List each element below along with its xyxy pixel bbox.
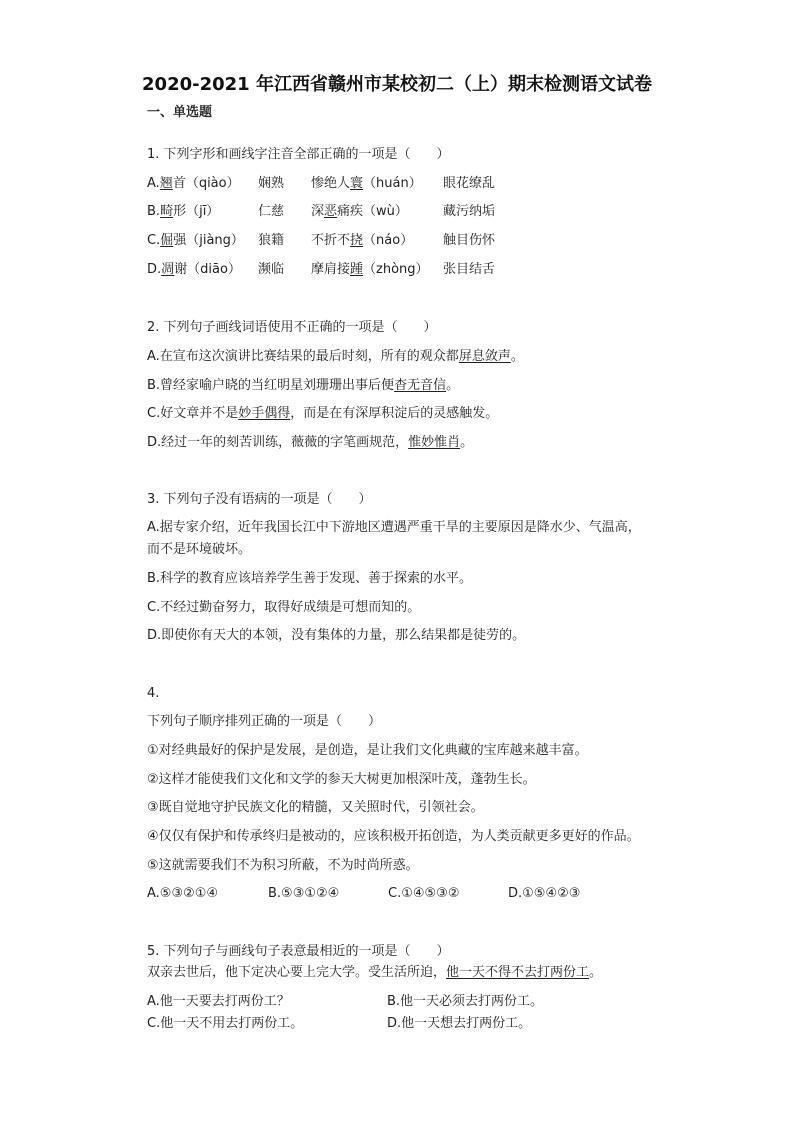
q4-number: 4. xyxy=(147,686,160,701)
q1-option-a-word-4: 眼花缭乱 xyxy=(443,176,496,191)
q4-sentence-5: ⑤这就需要我们不为积习所蔽，不为时尚所惑。 xyxy=(147,858,419,873)
q1-underlined-char: 寰 xyxy=(350,176,364,191)
q4-option-d: D.①⑤④②③ xyxy=(508,886,581,901)
q5-context xyxy=(147,965,602,981)
q1-option-c-word-4: 触目伤怀 xyxy=(443,233,496,248)
q1-option-a-word-2: 娴熟 xyxy=(258,176,285,191)
q2-d-text: D.经过一年的刻苦训练，薇薇的字笔画规范， xyxy=(147,435,409,450)
q4-sentence-3: ③既自觉地守护民族文化的精髓，又关照时代，引领社会。 xyxy=(147,800,484,815)
q4-sentence-2: ②这样才能使我们文化和文学的参天大树更加根深叶茂，蓬勃生长。 xyxy=(147,772,536,787)
q1-word-rest: 形（jī） xyxy=(173,204,220,219)
q1-word-start: 不折不 xyxy=(311,233,351,248)
q4-sentence-4: ④仅仅有保护和传承终归是被动的，应该积极开拓创造，为人类贡献更多更好的作品。 xyxy=(147,829,640,844)
q5-context-text: 双亲去世后，他下定决心要上完大学。受生活所迫， xyxy=(147,965,447,980)
q1-option-letter: A. xyxy=(147,176,160,191)
q1-option-c-word-3 xyxy=(311,233,413,249)
q3-option-d: D.即使你有天大的本领，没有集体的力量，那么结果都是徒劳的。 xyxy=(147,628,526,643)
q3-option-b: B.科学的教育应该培养学生善于发现、善于探索的水平。 xyxy=(147,571,473,586)
q5-option-b: B.他一天必须去打两份工。 xyxy=(387,994,544,1009)
q3-option-a-line1: A.据专家介绍，近年我国长江中下游地区遭遇严重干旱的主要原因是降水少、气温高， xyxy=(147,520,641,535)
q1-option-d-word-1 xyxy=(147,262,241,278)
q1-stem: 1. 下列字形和画线字注音全部正确的一项是（ ） xyxy=(147,147,450,162)
q1-option-a-word-3 xyxy=(311,176,422,192)
q1-option-letter: D. xyxy=(147,262,162,277)
q2-b-end: 。 xyxy=(446,378,460,393)
q1-word-rest: 强（jiàng） xyxy=(173,233,244,248)
q2-a-text: A.在宣布这次演讲比赛结果的最后时刻，所有的观众都 xyxy=(147,349,459,364)
q1-option-b-word-3 xyxy=(311,204,408,220)
q1-option-letter: C. xyxy=(147,233,161,248)
q2-b-underlined: 杳无音信 xyxy=(394,378,447,393)
q1-underlined-char: 翘 xyxy=(159,176,173,191)
q2-d-end: 。 xyxy=(460,435,474,450)
q2-stem: 2. 下列句子画线词语使用不正确的一项是（ ） xyxy=(147,320,437,335)
q2-a-end: 。 xyxy=(510,349,524,364)
q1-word-start: 摩肩接 xyxy=(311,262,351,277)
q1-word-start: 惨绝人 xyxy=(311,176,351,191)
q1-underlined-char: 凋 xyxy=(161,262,175,277)
q1-underlined-char: 倔 xyxy=(160,233,174,248)
q4-option-a: A.⑤③②①④ xyxy=(147,886,219,901)
q1-underlined-char: 踵 xyxy=(350,262,364,277)
q2-c-text: C.好文章并不是 xyxy=(147,406,239,421)
q1-option-d-word-3 xyxy=(311,262,429,278)
q5-context-end: 。 xyxy=(589,965,603,980)
q5-option-c: C.他一天不用去打两份工。 xyxy=(147,1016,304,1031)
q1-word-rest: 谢（diāo） xyxy=(174,262,241,277)
q1-word-start: 深 xyxy=(311,204,325,219)
q1-option-b-word-2: 仁慈 xyxy=(258,204,285,219)
q3-stem: 3. 下列句子没有语病的一项是（ ） xyxy=(147,492,372,507)
q1-underlined-char: 畸 xyxy=(160,204,174,219)
q1-word-rest: 痛疾（wù） xyxy=(337,204,408,219)
q2-d-underlined: 惟妙惟肖 xyxy=(408,435,461,450)
page-title: 2020-2021 年江西省赣州市某校初二（上）期末检测语文试卷 xyxy=(142,74,652,95)
q4-option-c: C.①④⑤③② xyxy=(388,886,460,901)
q1-option-b-word-4: 藏污纳垢 xyxy=(443,204,496,219)
q4-sentence-1: ①对经典最好的保护是发展，是创造，是让我们文化典藏的宝库越来越丰富。 xyxy=(147,743,588,758)
q2-option-c xyxy=(147,406,498,422)
q5-option-a: A.他一天要去打两份工？ xyxy=(147,994,290,1009)
q1-option-a-word-1 xyxy=(147,176,240,192)
q2-option-d xyxy=(147,435,473,451)
q1-option-d-word-2: 濒临 xyxy=(258,262,285,277)
q1-underlined-char: 恶 xyxy=(324,204,338,219)
q1-word-rest: （zhòng） xyxy=(363,262,429,277)
q5-option-d: D.他一天想去打两份工。 xyxy=(387,1016,532,1031)
q2-b-text: B.曾经家喻户晓的当红明星刘珊珊出事后便 xyxy=(147,378,395,393)
q4-stem: 下列句子顺序排列正确的一项是（ ） xyxy=(147,714,382,729)
q1-option-d-word-4: 张目结舌 xyxy=(443,262,496,277)
q2-option-b xyxy=(147,378,459,394)
q1-option-letter: B. xyxy=(147,204,161,219)
q2-option-a xyxy=(147,349,524,365)
q1-word-rest: （huán） xyxy=(363,176,422,191)
q2-c-underlined: 妙手偶得 xyxy=(238,406,291,421)
q1-underlined-char: 挠 xyxy=(350,233,364,248)
q3-option-c: C.不经过勤奋努力，取得好成绩是可想而知的。 xyxy=(147,600,421,615)
q1-option-c-word-2: 狼籍 xyxy=(258,233,285,248)
q5-underlined-sentence: 他一天不得不去打两份工 xyxy=(446,965,590,980)
q1-option-b-word-1 xyxy=(147,204,219,220)
q1-word-rest: （náo） xyxy=(363,233,414,248)
q2-c-end: ，而是在有深厚积淀后的灵感触发。 xyxy=(290,406,499,421)
q2-a-underlined: 屏息敛声 xyxy=(458,349,511,364)
q4-option-b: B.⑤③①②④ xyxy=(268,886,340,901)
q1-word-rest: 首（qiào） xyxy=(172,176,240,191)
q3-option-a-line2: 而不是环境破坏。 xyxy=(147,542,252,557)
q1-option-c-word-1 xyxy=(147,233,244,249)
q5-stem: 5. 下列句子与画线句子表意最相近的一项是（ ） xyxy=(147,944,450,959)
section-heading: 一、单选题 xyxy=(147,105,213,120)
